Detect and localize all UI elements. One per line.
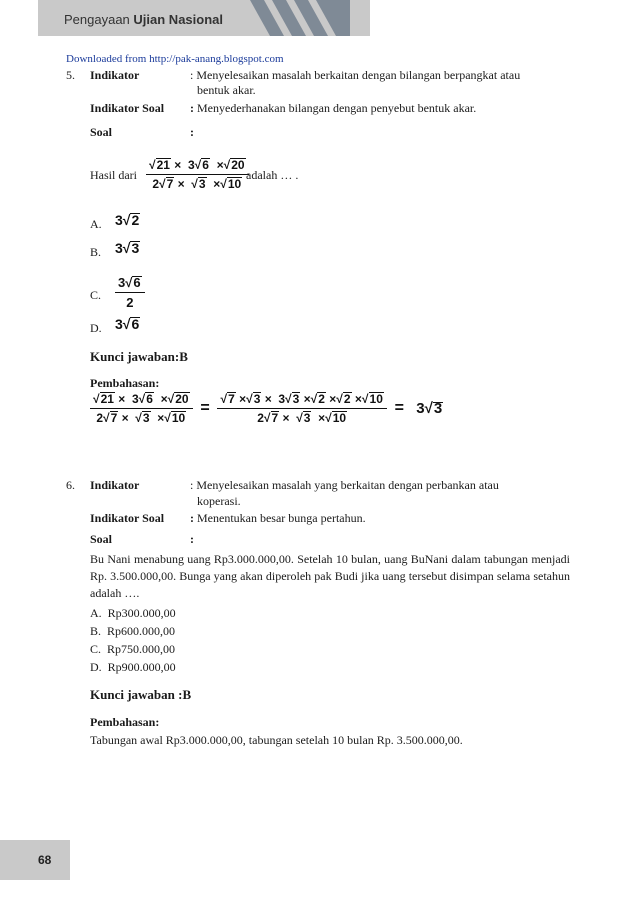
q5-soal-colon: : [190, 125, 194, 139]
q6-pembahasan-label: Pembahasan: [90, 715, 160, 729]
q6-question-text: Bu Nani menabung uang Rp3.000.000,00. Setelah 10 bulan, uang BuNani dalam tabungan menjadi Rp. 3.500.000,00. Bunga yang akan diperoleh pak Budi jika uang tersebut disimpan selama setahun adalah …. [90, 552, 570, 600]
q6-option-d: D. Rp900.000,00 [90, 660, 176, 674]
q5-adalah: adalah … . [246, 168, 299, 182]
q6-option-b: B. Rp600.000,00 [90, 624, 176, 638]
q5-option-d-letter: D. [90, 321, 102, 335]
q5-indikator-label: Indikator [90, 68, 140, 82]
q6-soal-colon: : [190, 532, 194, 546]
q5-option-c-math: $\frac{3√6}{2}$ [115, 275, 145, 310]
q5-indikator-soal-label: Indikator Soal [90, 101, 165, 115]
q6-option-a: A. Rp300.000,00 [90, 606, 176, 620]
q5-pembahasan-label: Pembahasan: [90, 376, 160, 390]
q5-indikator-soal-text: : Menyederhanakan bilangan dengan penyebut bentuk akar. [190, 101, 477, 115]
q6-soal-label: Soal [90, 532, 113, 546]
q5-option-b-math: 3√3 [115, 240, 140, 256]
q6-option-c: C. Rp750.000,00 [90, 642, 176, 656]
q5-option-d-math: 3√6 [115, 316, 140, 332]
q5-kunci-jawaban: Kunci jawaban:B [90, 349, 188, 364]
download-note: Downloaded from http://pak-anang.blogspot.com [66, 53, 284, 65]
page-number-box [0, 840, 70, 880]
q5-hasil-dari: Hasil dari [90, 168, 137, 182]
q5-indikator-text: : Menyelesaikan masalah berkaitan dengan bilangan berpangkat atau [190, 68, 521, 82]
q6-indikator-soal-label: Indikator Soal [90, 511, 165, 525]
q5-option-a-math: 3√2 [115, 212, 140, 228]
q6-indikator-text-cont: koperasi. [197, 494, 241, 508]
q5-option-c-letter: C. [90, 288, 102, 302]
q5-indikator-text-cont: bentuk akar. [197, 83, 256, 97]
q5-soal-label: Soal [90, 125, 113, 139]
q6-pembahasan-text: Tabungan awal Rp3.000.000,00, tabungan setelah 10 bulan Rp. 3.500.000,00. [90, 733, 463, 747]
q6-number: 6. [66, 478, 75, 492]
q6-kunci-jawaban: Kunci jawaban :B [90, 687, 192, 702]
q5-pembahasan-equation: $\frac{√21 \times 3√6 \times√20}{2√7 \times √3 \times√10}$ = $\frac{√7 \times√3 \times 3√3 \times√2 \times√2 \times√10}{2√7 \times √3 \times√10}$ = 3√3 [90, 392, 443, 425]
q5-option-b-letter: B. [90, 245, 102, 259]
q6-indikator-text: : Menyelesaikan masalah yang berkaitan dengan perbankan atau [190, 478, 499, 492]
q5-question-fraction: $\frac{√21 \times 3√6 \times√20}{2√7 \times √3 \times√10}$ [146, 158, 249, 191]
q5-option-a-letter: A. [90, 217, 102, 231]
q6-indikator-soal-text: : Menentukan besar bunga pertahun. [190, 511, 366, 525]
header-title: Pengayaan Ujian Nasional [64, 12, 223, 27]
q6-indikator-label: Indikator [90, 478, 140, 492]
header-stripes-decoration [240, 0, 350, 36]
q5-number: 5. [66, 68, 75, 82]
page-number: 68 [38, 853, 52, 867]
